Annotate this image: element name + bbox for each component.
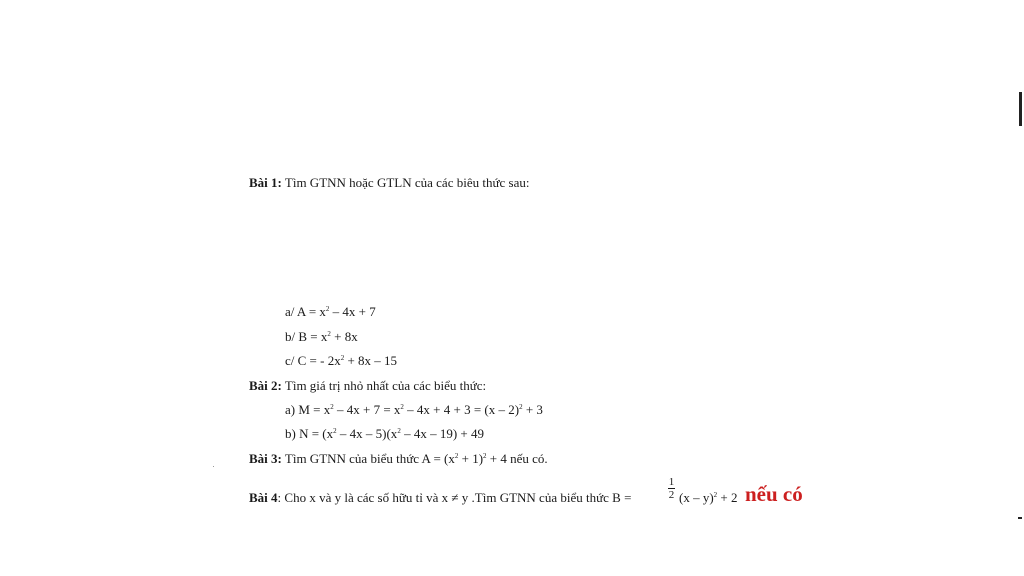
- bai1-item-c: c/ C = - $2x^2 + 8x - 15$: [285, 353, 398, 368]
- bai3-label: Bài 3:: [249, 451, 282, 466]
- fraction-denominator: 2: [668, 489, 675, 501]
- bai1-text: Tìm GTNN hoặc GTLN của các biêu thức sau:: [284, 175, 530, 190]
- bai2-text: Tìm giá trị nhỏ nhất của các biểu thức:: [284, 378, 487, 393]
- bai4-fraction: [668, 476, 675, 501]
- stray-dot: [213, 466, 214, 467]
- fraction-numerator: 1: [668, 476, 675, 488]
- bai2-heading: [249, 378, 486, 394]
- right-edge-mark: [1019, 92, 1022, 126]
- bai2-item-b: b) $N = (x^2 - 4x - 5)(x^2 - 4x - 19) + 49$: [285, 426, 484, 441]
- bai2-item-a: a) $M = x^2 - 4x + 7 = x^2 - 4x + 4 + 3 = (x - 2)^2 + 3$: [285, 402, 543, 417]
- bai3-heading: Bài 3: Tìm GTNN của biểu thức $A = (x^2 + 1)^2 + 4$ nếu có.: [249, 451, 548, 466]
- bai1-item-a: a/ $A = x^2 - 4x + 7$: [285, 304, 376, 319]
- bai4-heading: Bài 4: Cho x và y là các số hữu tỉ và x ≠ y .Tìm GTNN của biểu thức B =: [249, 490, 632, 505]
- bai1-label: Bài 1:: [249, 175, 282, 190]
- bai4-expression: (x – y)$^2$ + 2: [679, 490, 738, 505]
- bai4-label: Bài 4: [249, 490, 278, 505]
- bai1-item-b: b/ $B = x^2 + 8x$: [285, 329, 358, 344]
- right-edge-dot: [1018, 517, 1022, 519]
- bai1-heading: [249, 175, 529, 191]
- bai2-label: Bài 2:: [249, 378, 282, 393]
- handwritten-note: nếu có: [745, 482, 803, 506]
